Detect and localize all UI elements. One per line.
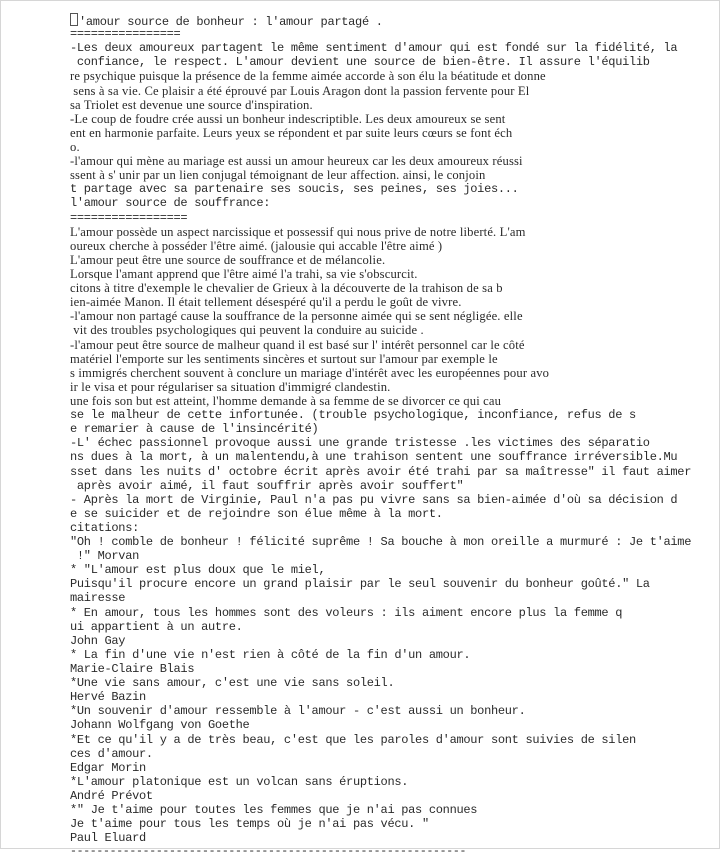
text-line: John Gay: [70, 633, 126, 648]
text-line: -Le coup de foudre crée aussi un bonheur indescriptible. Les deux amoureux se sent: [70, 111, 506, 126]
text-line: ces d'amour.: [70, 746, 153, 761]
text-line: !" Morvan: [70, 549, 140, 564]
document-title-line: [70, 13, 715, 27]
text-line: ui appartient à un autre.: [70, 619, 243, 634]
text-line: l'amour source de souffrance:: [70, 196, 271, 211]
text-line: citations:: [70, 520, 140, 535]
text-line: ns dues à la mort, à un malentendu,à une trahison sentent une souffrance irréversible.Mu: [70, 450, 678, 465]
text-line: *Et ce qu'il y a de très beau, c'est que les paroles d'amour sont suivies de silen: [70, 732, 636, 747]
text-line: * En amour, tous les hommes sont des voleurs : ils aiment encore plus la femme q: [70, 605, 623, 620]
text-line: -l'amour non partagé cause la souffrance de la personne aimée qui se sent négligée. elle: [70, 309, 523, 324]
text-line: Edgar Morin: [70, 760, 146, 775]
text-line: "Oh ! comble de bonheur ! félicité suprême ! Sa bouche à mon oreille a murmuré : Je t'aime: [70, 535, 692, 550]
text-line: sens à sa vie. Ce plaisir a été éprouvé par Louis Aragon dont la passion fervente pour El: [70, 83, 530, 98]
text-line: -l'amour qui mène au mariage est aussi un amour heureux car les deux amoureux réussi: [70, 154, 523, 169]
text-line: *" Je t'aime pour toutes les femmes que je n'ai pas connues: [70, 803, 478, 818]
text-line: Lorsque l'amant apprend que l'être aimé l'a trahi, sa vie s'obscurcit.: [70, 266, 418, 281]
text-line: après avoir aimé, il faut souffrir après avoir souffert": [70, 478, 464, 493]
text-line: vit des troubles psychologiques qui peuvent la conduire au suicide .: [70, 323, 424, 338]
document-title: 'amour source de bonheur : l'amour partagé .: [79, 15, 383, 29]
text-line: sa Triolet est devenue une source d'inspiration.: [70, 97, 313, 112]
missing-glyph-box: [70, 13, 78, 26]
text-line: mairesse: [70, 591, 126, 606]
text-line: *Un souvenir d'amour ressemble à l'amour - c'est aussi un bonheur.: [70, 704, 526, 719]
text-line: citons à titre d'exemple le chevalier de Grieux à la découverte de la trahison de sa b: [70, 281, 503, 296]
text-line: -l'amour peut être source de malheur quand il est basé sur l' intérêt personnel car le côté: [70, 337, 525, 352]
text-line: ent en harmonie parfaite. Leurs yeux se répondent et par suite leurs cœurs se font éch: [70, 125, 513, 140]
text-line: *L'amour platonique est un volcan sans éruptions.: [70, 774, 409, 789]
text-line: André Prévot: [70, 789, 153, 804]
text-line: re psychique puisque la présence de la femme aimée accorde à son élu la béatitude et donne: [70, 69, 546, 84]
text-line: e remarier à cause de l'insincérité): [70, 422, 319, 437]
text-line: o.: [70, 139, 80, 154]
text-line: ien-aimée Manon. Il était tellement désespéré qu'il a perdu le goût de vivre.: [70, 295, 462, 310]
text-line: - Après la mort de Virginie, Paul n'a pas pu vivre sans sa bien-aimée d'où sa décision d: [70, 492, 678, 507]
text-line: -Les deux amoureux partagent le même sentiment d'amour qui est fondé sur la fidélité, la: [70, 41, 678, 56]
text-line: ================: [70, 27, 181, 42]
text-line: confiance, le respect. L'amour devient une source de bien-être. Il assure l'équilib: [70, 55, 650, 70]
text-line: s immigrés cherchent souvent à conclure un mariage d'intérêt avec les européennes pour avo: [70, 365, 550, 380]
text-line: * La fin d'une vie n'est rien à côté de la fin d'un amour.: [70, 647, 471, 662]
text-line: =================: [70, 210, 188, 225]
text-line: -L' échec passionnel provoque aussi une grande tristesse .les victimes des séparatio: [70, 436, 650, 451]
text-line: L'amour peut être une source de souffrance et de mélancolie.: [70, 252, 386, 267]
text-line: sset dans les nuits d' octobre écrit après avoir été trahi par sa maîtresse" il faut aimer: [70, 464, 692, 479]
text-line: Hervé Bazin: [70, 690, 146, 705]
document-text: [70, 13, 715, 860]
text-line: *Une vie sans amour, c'est une vie sans soleil.: [70, 676, 395, 691]
text-line: ------------------------------------------------------------: [70, 845, 467, 859]
text-line: matériel l'emporte sur les sentiments sincères et surtout sur l'amour par exemple le: [70, 351, 498, 366]
text-line: Je t'aime pour tous les temps où je n'ai pas vécu. ": [70, 817, 429, 832]
text-line: L'amour possède un aspect narcissique et possessif qui nous prive de notre liberté. L'am: [70, 224, 526, 239]
text-line: Puisqu'il procure encore un grand plaisir par le seul souvenir du bonheur goûté." La: [70, 577, 650, 592]
text-line: ssent à s' unir par un lien conjugal témoignant de leur affection. ainsi, le conjoin: [70, 168, 486, 183]
text-line: e se suicider et de rejoindre son élue même à la mort.: [70, 506, 443, 521]
text-line: se le malheur de cette infortunée. (trouble psychologique, inconfiance, refus de s: [70, 408, 636, 423]
text-line: t partage avec sa partenaire ses soucis, ses peines, ses joies...: [70, 182, 519, 197]
text-line: ir le visa et pour régulariser sa situation d'immigré clandestin.: [70, 379, 391, 394]
text-line: Johann Wolfgang von Goethe: [70, 718, 250, 733]
text-line: Paul Eluard: [70, 831, 146, 846]
text-line: * "L'amour est plus doux que le miel,: [70, 563, 326, 578]
text-line: Marie-Claire Blais: [70, 662, 195, 677]
text-line: oureux cherche à posséder l'être aimé. (jalousie qui accable l'être aimé ): [70, 238, 443, 253]
text-line: une fois son but est atteint, l'homme demande à sa femme de se divorcer ce qui cau: [70, 393, 502, 408]
